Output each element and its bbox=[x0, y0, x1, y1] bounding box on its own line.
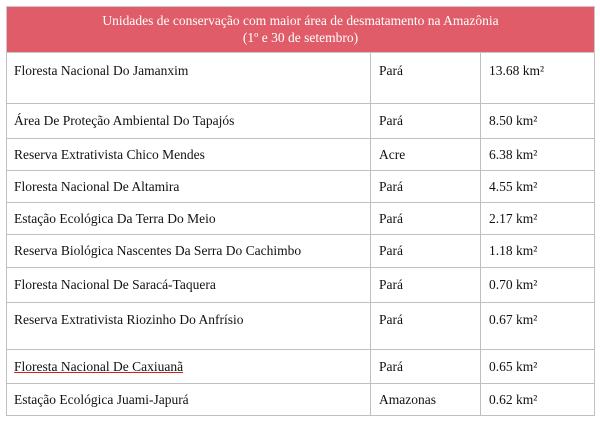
table-row bbox=[7, 350, 595, 384]
cell-state: Pará bbox=[371, 268, 481, 303]
table-title-line1: Unidades de conservação com maior área de desmatamento na Amazônia bbox=[102, 13, 499, 28]
cell-area: 4.55 km² bbox=[481, 171, 595, 203]
cell-unit-name: Estação Ecológica Juami-Japurá bbox=[7, 384, 371, 416]
table-body bbox=[7, 53, 595, 416]
cell-state: Pará bbox=[371, 203, 481, 235]
cell-state: Pará bbox=[371, 104, 481, 139]
cell-state: Pará bbox=[371, 303, 481, 350]
table-row bbox=[7, 268, 595, 303]
table-row bbox=[7, 171, 595, 203]
cell-area: 0.65 km² bbox=[481, 350, 595, 384]
cell-unit-name: Floresta Nacional Do Jamanxim bbox=[7, 53, 371, 104]
cell-state: Amazonas bbox=[371, 384, 481, 416]
cell-area: 13.68 km² bbox=[481, 53, 595, 104]
cell-state: Pará bbox=[371, 350, 481, 384]
conservation-units-table bbox=[6, 6, 595, 416]
cell-unit-name: Área De Proteção Ambiental Do Tapajós bbox=[7, 104, 371, 139]
table-row bbox=[7, 384, 595, 416]
table-row bbox=[7, 303, 595, 350]
cell-unit-name: Reserva Extrativista Riozinho Do Anfrísio bbox=[7, 303, 371, 350]
cell-unit-name: Reserva Biológica Nascentes Da Serra Do Cachimbo bbox=[7, 235, 371, 268]
cell-unit-name: Estação Ecológica Da Terra Do Meio bbox=[7, 203, 371, 235]
table-row bbox=[7, 235, 595, 268]
cell-area: 1.18 km² bbox=[481, 235, 595, 268]
cell-unit-name: Floresta Nacional De Saracá-Taquera bbox=[7, 268, 371, 303]
cell-state: Pará bbox=[371, 171, 481, 203]
cell-state: Acre bbox=[371, 139, 481, 171]
cell-area: 0.62 km² bbox=[481, 384, 595, 416]
table-title-row bbox=[7, 7, 595, 53]
cell-area: 2.17 km² bbox=[481, 203, 595, 235]
table-row bbox=[7, 104, 595, 139]
table-title-line2: (1º e 30 de setembro) bbox=[242, 30, 359, 45]
cell-unit-name: Floresta Nacional De Altamira bbox=[7, 171, 371, 203]
cell-area: 0.67 km² bbox=[481, 303, 595, 350]
cell-unit-name-text: Floresta Nacional De Caxiuanã bbox=[14, 359, 184, 374]
table-row bbox=[7, 139, 595, 171]
cell-area: 0.70 km² bbox=[481, 268, 595, 303]
table-row bbox=[7, 53, 595, 104]
cell-state: Pará bbox=[371, 235, 481, 268]
table-title bbox=[7, 7, 595, 53]
cell-area: 8.50 km² bbox=[481, 104, 595, 139]
cell-unit-name: Reserva Extrativista Chico Mendes bbox=[7, 139, 371, 171]
table-row bbox=[7, 203, 595, 235]
cell-unit-name bbox=[7, 350, 371, 384]
cell-area: 6.38 km² bbox=[481, 139, 595, 171]
cell-state: Pará bbox=[371, 53, 481, 104]
